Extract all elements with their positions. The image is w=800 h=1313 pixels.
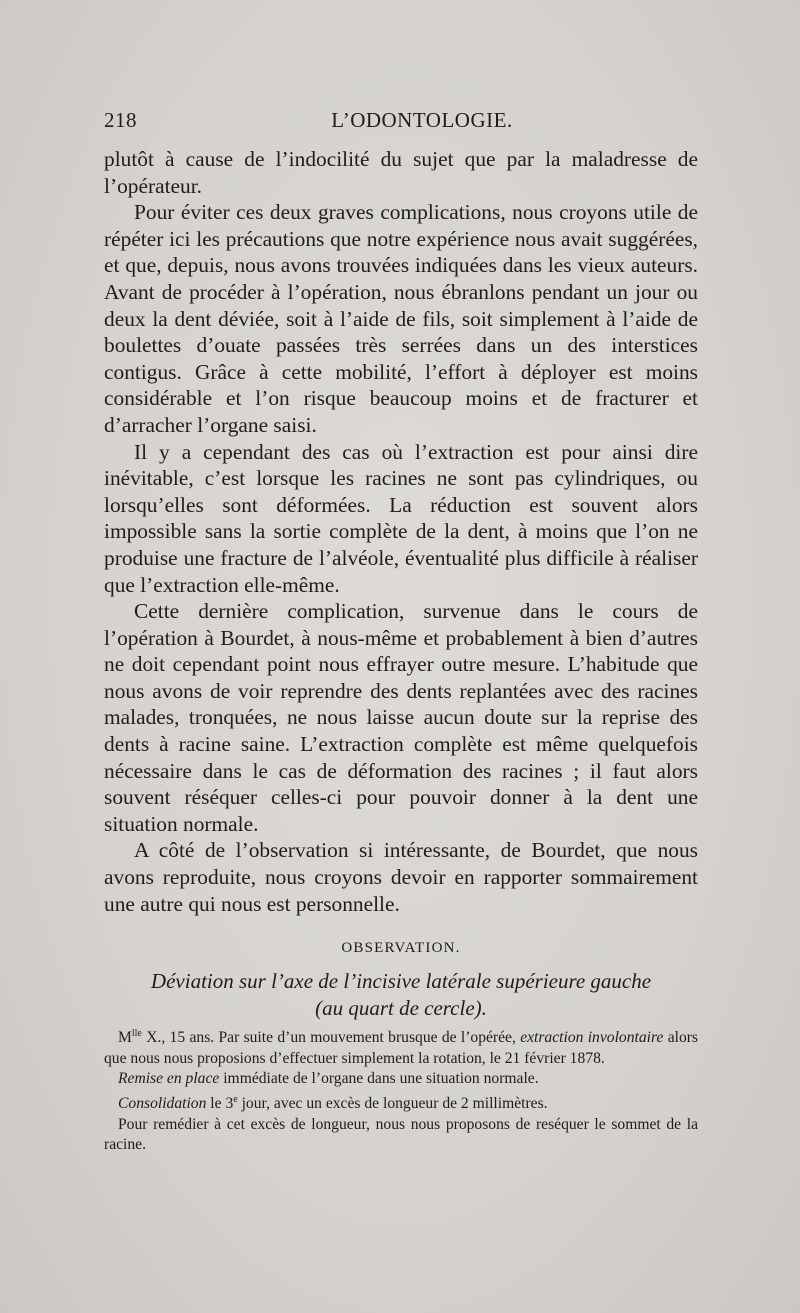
text-span: jour, avec un excès de longueur de 2 millimètres. xyxy=(237,1095,548,1113)
observation-title xyxy=(104,968,698,1022)
observation-body xyxy=(104,1024,698,1156)
observation-title-line1: Déviation sur l’axe de l’incisive latérale supérieure gauche xyxy=(150,969,652,993)
observation-paragraph: Pour remédier à cet excès de longueur, nous nous proposons de reséquer le sommet de la racine. xyxy=(104,1115,698,1154)
observation-paragraph xyxy=(104,1024,698,1069)
observation-paragraph xyxy=(104,1069,698,1090)
italic-span: Consolidation xyxy=(118,1095,207,1113)
observation-heading: OBSERVATION. xyxy=(341,940,461,956)
text-span: alors que nous nous proposions d’effectuer simplement la rotation, le 21 février 1878. xyxy=(104,1029,699,1067)
text-span: M xyxy=(118,1029,132,1047)
paragraph: Cette dernière complication, survenue dans le cours de l’opération à Bourdet, à nous-même et probablement à bien d’autres ne doit cependant point nous effrayer outre mesure. L’habitude que nous avons de voir reprendre des dents replantées avec des racines malades, tronquées, ne nous laisse aucun doute sur la reprise des dents à racine saine. L’extraction complète est même quelquefois nécessaire dans le cas de déformation des racines ; il faut alors souvent réséquer celles-ci pour pouvoir donner à la dent une situation normale. xyxy=(104,599,698,836)
text-span: le 3 xyxy=(206,1095,234,1113)
observation-title-line2: (au quart de cercle). xyxy=(315,996,487,1020)
italic-span: extraction involontaire xyxy=(520,1029,664,1047)
body-text xyxy=(104,146,698,917)
observation-paragraph xyxy=(104,1090,698,1115)
superscript: lle xyxy=(131,1028,142,1039)
page-number: 218 xyxy=(104,108,137,132)
page-header xyxy=(104,108,700,138)
superscript: e xyxy=(233,1093,238,1105)
running-head: L’ODONTOLOGIE. xyxy=(331,108,513,132)
italic-span: Remise en place xyxy=(118,1070,220,1088)
paragraph: plutôt à cause de l’indocilité du sujet que par la maladresse de l’opérateur. xyxy=(104,147,698,198)
paragraph: Pour éviter ces deux graves complications, nous croyons utile de répéter ici les précautions que notre expérience nous avait suggérées, et que, depuis, nous avons trouvées indiquées dans les vieux auteurs. Avant de procéder à l’opération, nous ébranlons pendant un jour ou deux la dent déviée, soit à l’aide de fils, soit simplement à l’aide de boulettes d’ouate passées très serrées dans un des interstices contigus. Grâce à cette mobilité, l’effort à déployer est moins considérable et l’on risque beaucoup moins et de fracturer et d’arracher l’organe saisi. xyxy=(104,200,698,437)
text-span: immédiate de l’organe dans une situation normale. xyxy=(219,1070,539,1088)
text-span: X., 15 ans. Par suite d’un mouvement brusque de l’opérée, xyxy=(141,1029,521,1047)
paragraph: A côté de l’observation si intéressante, de Bourdet, que nous avons reproduite, nous croyons devoir en rapporter sommairement une autre qui nous est personnelle. xyxy=(104,838,698,916)
paragraph: Il y a cependant des cas où l’extraction est pour ainsi dire inévitable, c’est lorsque les racines ne sont pas cylindriques, ou lorsqu’elles sont déformées. La réduction est souvent alors impossible sans la sortie complète de la dent, à moins que l’on ne produise une fracture de l’alvéole, éventualité plus difficile à réaliser que l’extraction elle-même. xyxy=(104,439,698,597)
